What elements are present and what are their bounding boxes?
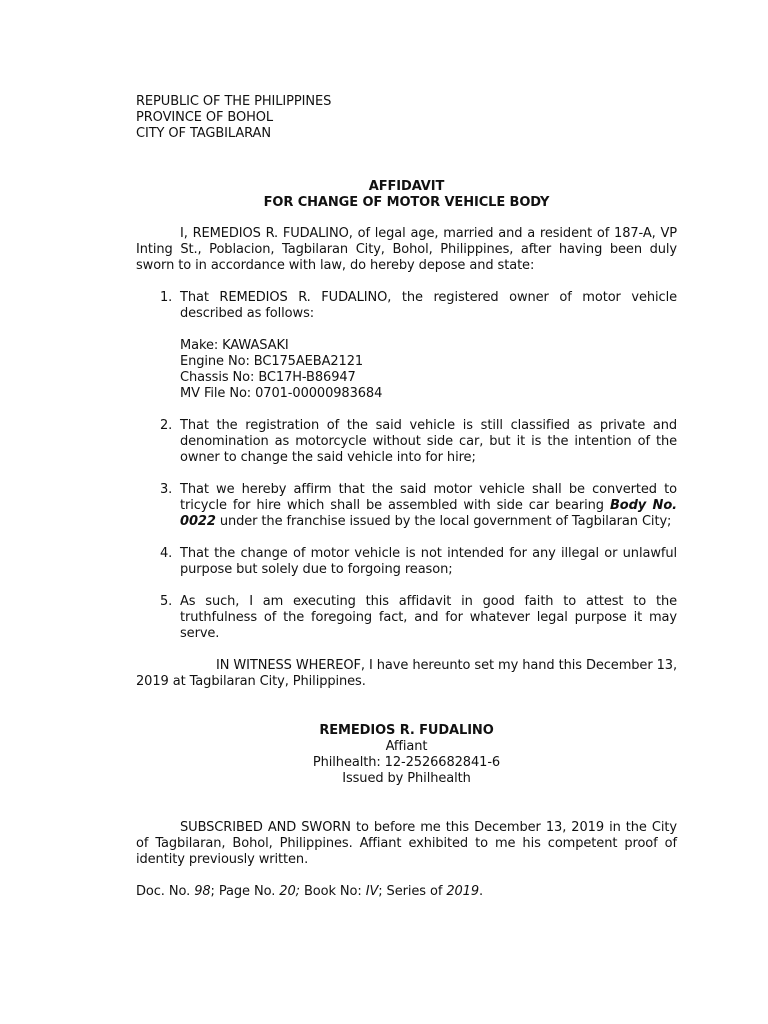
- vehicle-details: [180, 338, 677, 402]
- item-text-before: That we hereby affirm that the said motor vehicle shall be converted to tricycle for hire which shall be assembled with side car bearing: [180, 482, 677, 513]
- affidavit-body: [136, 94, 677, 900]
- vehicle-chassis-no: Chassis No: BC17H-B86947: [180, 370, 356, 385]
- statement-item-5: [160, 594, 677, 642]
- notarial-register-line: [136, 884, 677, 900]
- book-number: IV: [365, 884, 379, 899]
- header-city: CITY OF TAGBILARAN: [136, 126, 271, 141]
- affiant-name: REMEDIOS R. FUDALINO: [319, 723, 494, 738]
- header-republic: REPUBLIC OF THE PHILIPPINES: [136, 94, 332, 109]
- item-text: That the registration of the said vehicle is still classified as private and denomination as motorcycle without side car, but it is the intention of the owner to change the said vehicle into for hire;: [180, 418, 677, 465]
- intro-paragraph: I, REMEDIOS R. FUDALINO, of legal age, married and a resident of 187-A, VP Inting St., Poblacion, Tagbilaran City, Bohol, Philippines, after having been duly sworn to in accordance with law, do hereby depose and state:: [136, 226, 677, 273]
- jurat-paragraph: SUBSCRIBED AND SWORN to before me this December 13, 2019 in the City of Tagbilaran, Bohol, Philippines. Affiant exhibited to me his competent proof of identity previously written.: [136, 820, 677, 867]
- line-end: .: [479, 884, 484, 899]
- series-label: ; Series of: [378, 884, 447, 899]
- page-number: 20;: [279, 884, 300, 899]
- affiant-id-issuer: Issued by Philhealth: [342, 771, 471, 786]
- document-title: [136, 179, 677, 211]
- affiant-id: Philhealth: 12-2526682841-6: [312, 755, 501, 770]
- book-label: Book No:: [299, 884, 366, 899]
- statement-item-1: [160, 290, 677, 402]
- vehicle-make: Make: KAWASAKI: [180, 338, 289, 353]
- item-text-after: under the franchise issued by the local government of Tagbilaran City;: [215, 514, 672, 529]
- header-province: PROVINCE OF BOHOL: [136, 110, 274, 125]
- title-subject: FOR CHANGE OF MOTOR VEHICLE BODY: [263, 195, 550, 210]
- series-number: 2019: [446, 884, 480, 899]
- statement-item-3: [160, 482, 677, 530]
- item-text: That REMEDIOS R. FUDALINO, the registered owner of motor vehicle described as follows:: [180, 290, 677, 321]
- item-number: 1.: [160, 290, 173, 305]
- witness-paragraph: IN WITNESS WHEREOF, I have hereunto set my hand this December 13, 2019 at Tagbilaran City, Philippines.: [136, 658, 677, 689]
- statement-item-2: [160, 418, 677, 466]
- item-text: As such, I am executing this affidavit in good faith to attest to the truthfulness of the foregoing fact, and for whatever legal purpose it may serve.: [180, 594, 677, 641]
- item-number: 5.: [160, 594, 173, 609]
- item-number: 2.: [160, 418, 173, 433]
- title-affidavit: AFFIDAVIT: [368, 179, 445, 194]
- doc-number: 98: [194, 884, 211, 899]
- affiant-role: Affiant: [385, 739, 428, 754]
- item-text: That the change of motor vehicle is not intended for any illegal or unlawful purpose but solely due to forgoing reason;: [180, 546, 677, 577]
- item-number: 3.: [160, 482, 173, 497]
- statement-item-4: [160, 546, 677, 578]
- vehicle-engine-no: Engine No: BC175AEBA2121: [180, 354, 364, 369]
- statement-list: [136, 290, 677, 642]
- page-label: ; Page No.: [210, 884, 280, 899]
- item-number: 4.: [160, 546, 173, 561]
- affiant-block: [136, 723, 677, 787]
- body-number: Body No. 0022: [180, 498, 677, 529]
- vehicle-mv-file-no: MV File No: 0701-00000983684: [180, 386, 383, 401]
- doc-label: Doc. No.: [136, 884, 195, 899]
- jurisdiction-header: [136, 94, 677, 142]
